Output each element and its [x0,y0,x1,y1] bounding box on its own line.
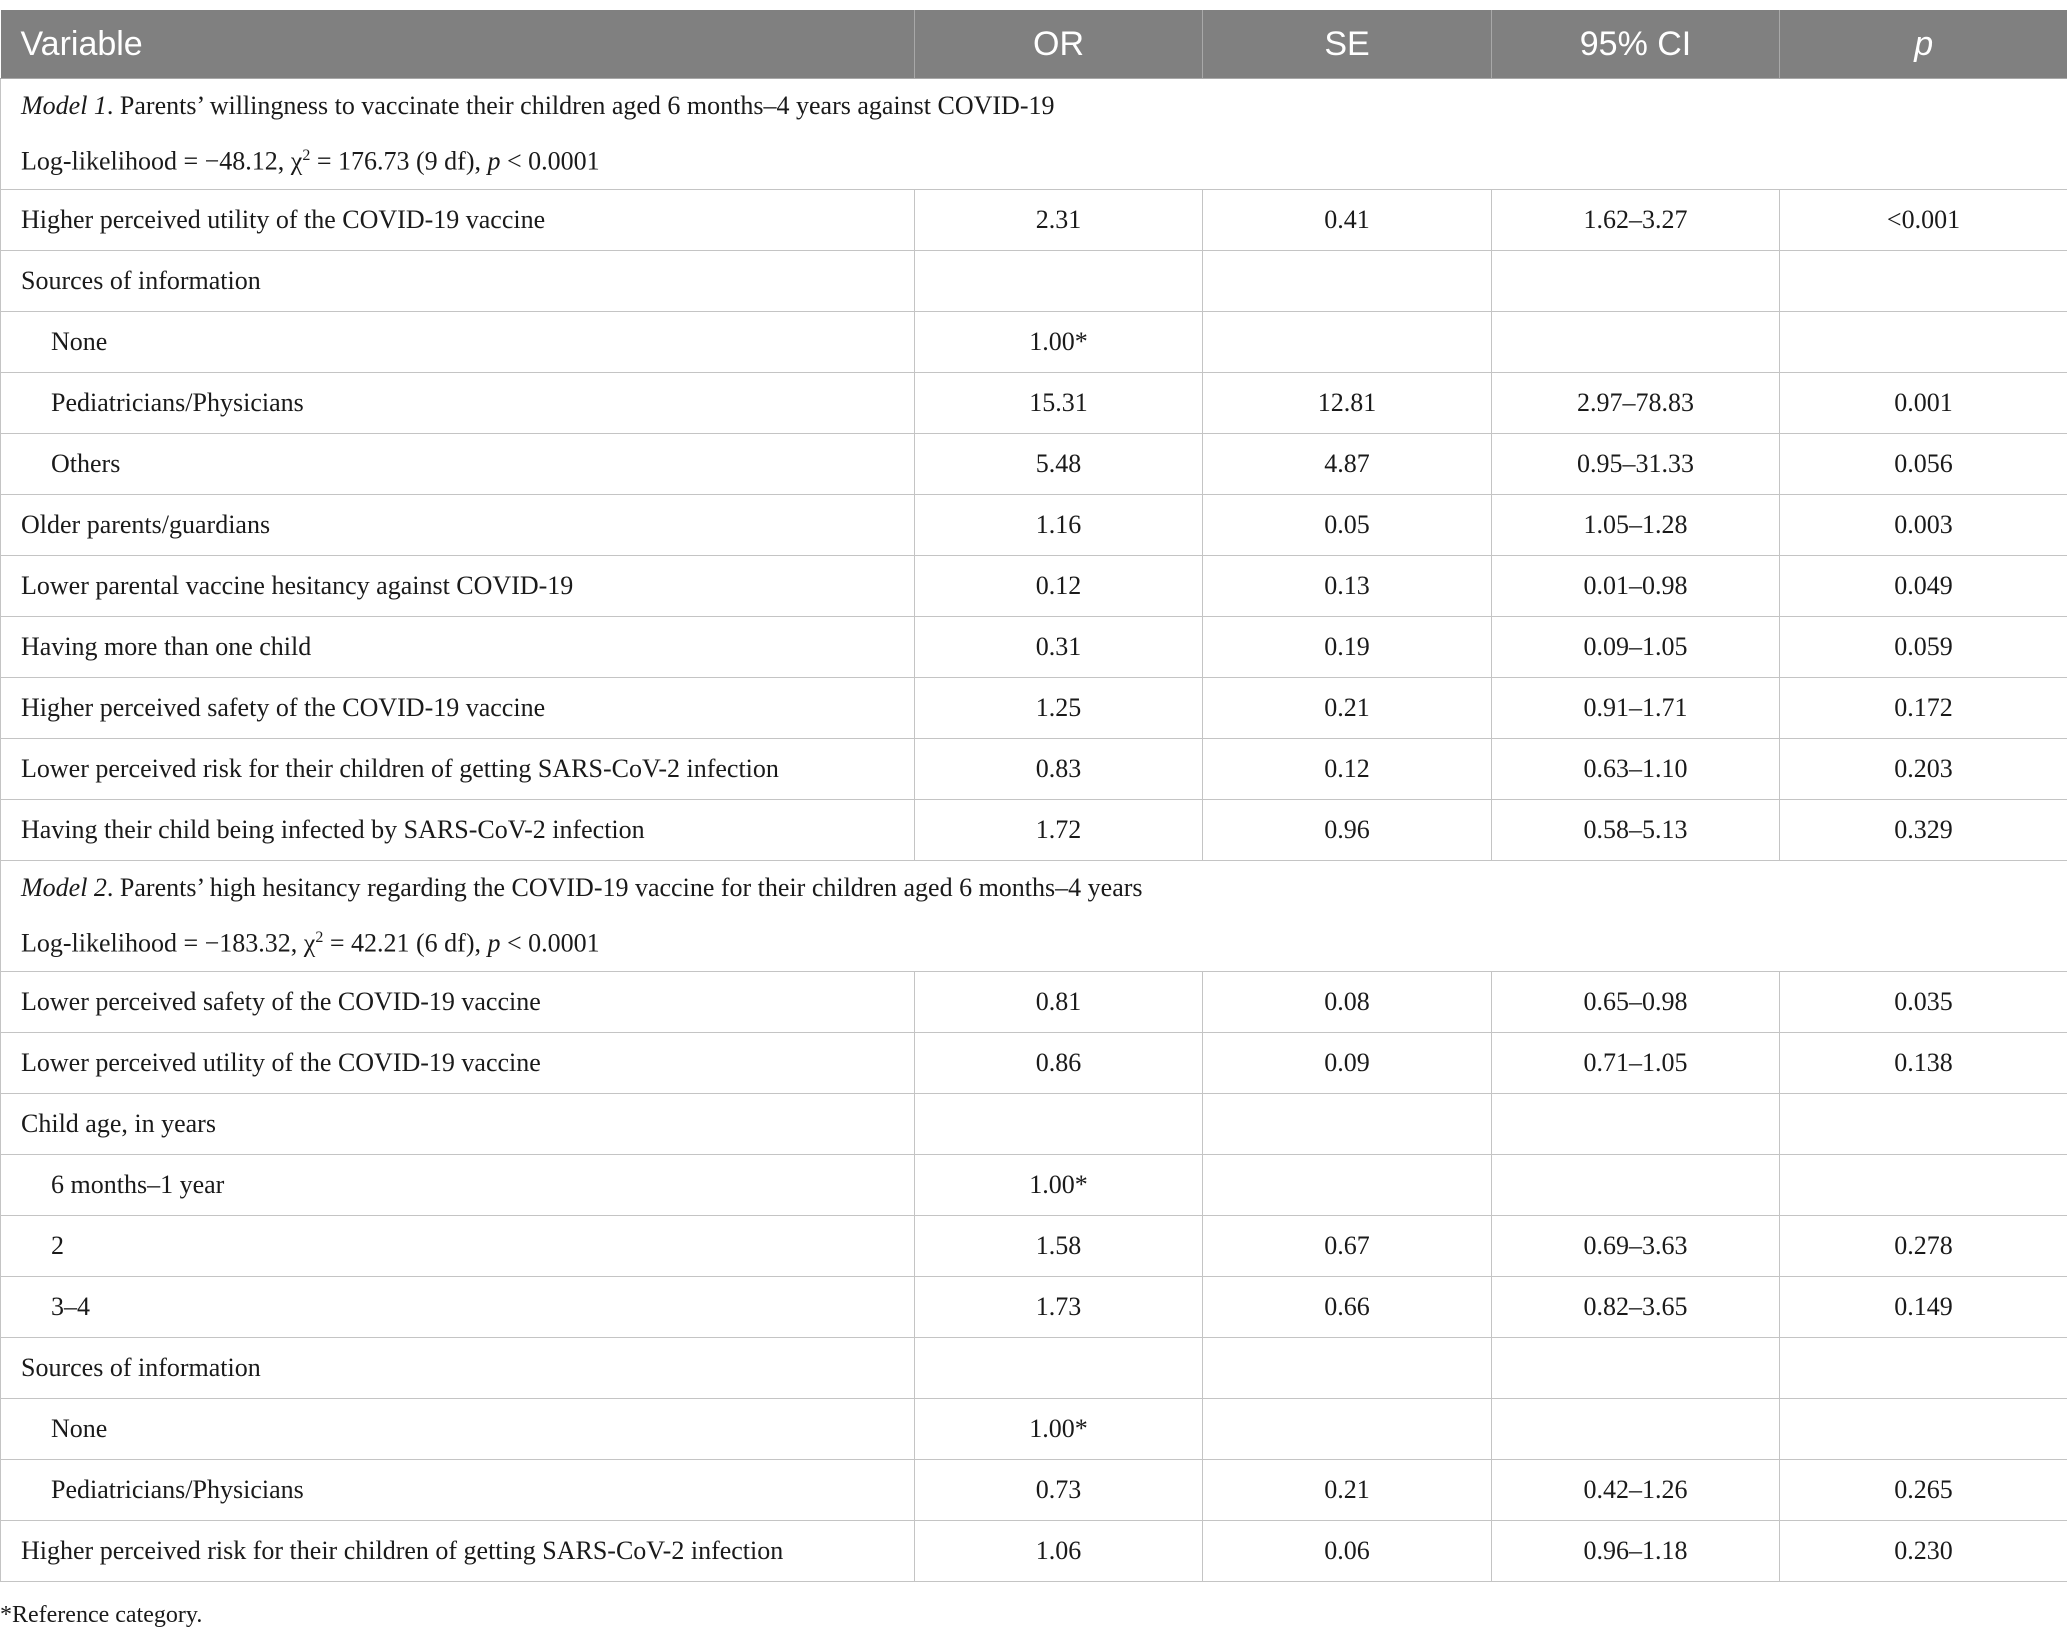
se-cell: 0.19 [1203,617,1492,678]
variable-cell: 3–4 [1,1277,915,1338]
se-cell: 0.08 [1203,972,1492,1033]
variable-cell: Sources of information [1,1338,915,1399]
table-row [1,251,2067,312]
p-cell [1780,312,2067,373]
table-row [1,617,2067,678]
table-row [1,1216,2067,1277]
ci-cell [1492,1338,1780,1399]
or-cell [915,251,1203,312]
variable-cell: 2 [1,1216,915,1277]
ci-cell [1492,1155,1780,1216]
variable-cell: 6 months–1 year [1,1155,915,1216]
ci-cell [1492,1094,1780,1155]
variable-cell: Having their child being infected by SARS-CoV-2 infection [1,800,915,861]
p-cell: 0.049 [1780,556,2067,617]
model-1-description [1,79,2067,190]
or-cell: 1.58 [915,1216,1203,1277]
p-cell [1780,1155,2067,1216]
model-1-stats [21,131,2047,187]
or-cell: 1.25 [915,678,1203,739]
model-1-chi-superscript: 2 [302,147,311,165]
p-cell: 0.001 [1780,373,2067,434]
variable-cell: None [1,1399,915,1460]
se-cell: 0.13 [1203,556,1492,617]
model-1-header [1,79,2067,190]
variable-cell: Having more than one child [1,617,915,678]
se-cell: 0.05 [1203,495,1492,556]
model-2-header [1,861,2067,972]
table-row [1,556,2067,617]
table-row [1,1094,2067,1155]
se-cell [1203,1094,1492,1155]
regression-table [0,10,2067,1582]
table-row [1,800,2067,861]
variable-cell: None [1,312,915,373]
variable-cell: Child age, in years [1,1094,915,1155]
table-container [0,10,2067,1582]
variable-cell: Lower parental vaccine hesitancy against COVID-19 [1,556,915,617]
variable-cell: Pediatricians/Physicians [1,373,915,434]
variable-cell: Higher perceived safety of the COVID-19 vaccine [1,678,915,739]
model-2-stats-suffix: < 0.0001 [500,928,600,958]
or-cell: 0.31 [915,617,1203,678]
model-2-stats-mid: = 42.21 (6 df), [323,928,488,958]
table-row [1,495,2067,556]
variable-cell: Others [1,434,915,495]
ci-cell: 0.71–1.05 [1492,1033,1780,1094]
ci-cell: 0.82–3.65 [1492,1277,1780,1338]
or-cell [915,1094,1203,1155]
se-cell [1203,251,1492,312]
header-p: p [1780,10,2067,79]
ci-cell: 0.96–1.18 [1492,1521,1780,1582]
header-or: OR [915,10,1203,79]
table-row [1,1460,2067,1521]
se-cell: 0.06 [1203,1521,1492,1582]
model-2-title-text: . Parents’ high hesitancy regarding the COVID-19 vaccine for their children aged 6 months–4 years [106,873,1143,903]
ci-cell: 0.42–1.26 [1492,1460,1780,1521]
ci-cell: 0.63–1.10 [1492,739,1780,800]
se-cell: 0.96 [1203,800,1492,861]
variable-cell: Lower perceived risk for their children of getting SARS-CoV-2 infection [1,739,915,800]
p-cell: 0.230 [1780,1521,2067,1582]
model-1-stats-suffix: < 0.0001 [500,146,600,176]
model-2-label: Model 2 [21,873,107,903]
ci-cell: 0.09–1.05 [1492,617,1780,678]
p-cell: 0.172 [1780,678,2067,739]
model-1-title [21,81,2047,131]
p-cell: <0.001 [1780,190,2067,251]
p-cell [1780,1094,2067,1155]
header-se: SE [1203,10,1492,79]
or-cell: 2.31 [915,190,1203,251]
ci-cell: 0.65–0.98 [1492,972,1780,1033]
variable-cell: Lower perceived safety of the COVID-19 vaccine [1,972,915,1033]
se-cell: 0.66 [1203,1277,1492,1338]
table-row [1,1399,2067,1460]
model-2-stats-p: p [487,928,501,958]
se-cell [1203,1155,1492,1216]
p-cell: 0.278 [1780,1216,2067,1277]
table-row [1,434,2067,495]
or-cell: 1.16 [915,495,1203,556]
variable-cell: Higher perceived utility of the COVID-19 vaccine [1,190,915,251]
p-cell: 0.059 [1780,617,2067,678]
p-cell [1780,1338,2067,1399]
p-cell: 0.265 [1780,1460,2067,1521]
or-cell: 1.72 [915,800,1203,861]
ci-cell: 0.58–5.13 [1492,800,1780,861]
ci-cell: 0.95–31.33 [1492,434,1780,495]
table-row [1,373,2067,434]
model-2-title [21,863,2047,913]
ci-cell: 1.05–1.28 [1492,495,1780,556]
model-1-stats-p: p [487,146,501,176]
header-variable: Variable [1,10,915,79]
variable-cell: Sources of information [1,251,915,312]
se-cell: 0.12 [1203,739,1492,800]
table-row [1,1033,2067,1094]
p-cell: 0.329 [1780,800,2067,861]
or-cell [915,1338,1203,1399]
table-row [1,312,2067,373]
table-row [1,1338,2067,1399]
p-cell: 0.138 [1780,1033,2067,1094]
se-cell: 12.81 [1203,373,1492,434]
model-2-stats [21,913,2047,969]
se-cell [1203,1338,1492,1399]
se-cell [1203,1399,1492,1460]
or-cell: 0.83 [915,739,1203,800]
p-cell [1780,1399,2067,1460]
ci-cell: 2.97–78.83 [1492,373,1780,434]
model-1-stats-mid: = 176.73 (9 df), [310,146,488,176]
or-cell: 1.00* [915,312,1203,373]
table-row [1,972,2067,1033]
p-cell [1780,251,2067,312]
p-cell: 0.035 [1780,972,2067,1033]
variable-cell: Higher perceived risk for their children of getting SARS-CoV-2 infection [1,1521,915,1582]
table-row [1,1277,2067,1338]
model-1-label: Model 1 [21,91,107,121]
or-cell: 5.48 [915,434,1203,495]
model-2-description [1,861,2067,972]
or-cell: 0.86 [915,1033,1203,1094]
ci-cell: 1.62–3.27 [1492,190,1780,251]
or-cell: 0.12 [915,556,1203,617]
se-cell [1203,312,1492,373]
ci-cell: 0.69–3.63 [1492,1216,1780,1277]
table-row [1,190,2067,251]
variable-cell: Pediatricians/Physicians [1,1460,915,1521]
p-cell: 0.149 [1780,1277,2067,1338]
header-ci: 95% CI [1492,10,1780,79]
or-cell: 1.00* [915,1155,1203,1216]
p-cell: 0.203 [1780,739,2067,800]
or-cell: 1.73 [915,1277,1203,1338]
model-2-chi-superscript: 2 [315,929,324,947]
model-1-title-text: . Parents’ willingness to vaccinate their children aged 6 months–4 years against COVID-19 [106,91,1055,121]
ci-cell: 0.01–0.98 [1492,556,1780,617]
header-row [1,10,2067,79]
p-cell: 0.003 [1780,495,2067,556]
se-cell: 4.87 [1203,434,1492,495]
se-cell: 0.09 [1203,1033,1492,1094]
variable-cell: Lower perceived utility of the COVID-19 vaccine [1,1033,915,1094]
ci-cell [1492,251,1780,312]
or-cell: 0.73 [915,1460,1203,1521]
or-cell: 1.06 [915,1521,1203,1582]
se-cell: 0.21 [1203,678,1492,739]
se-cell: 0.67 [1203,1216,1492,1277]
table-row [1,739,2067,800]
se-cell: 0.41 [1203,190,1492,251]
footnote: *Reference category. [0,1602,203,1628]
ci-cell: 0.91–1.71 [1492,678,1780,739]
ci-cell [1492,312,1780,373]
ci-cell [1492,1399,1780,1460]
model-1-stats-prefix: Log-likelihood = −48.12, χ [21,146,303,176]
or-cell: 0.81 [915,972,1203,1033]
p-cell: 0.056 [1780,434,2067,495]
table-row [1,1155,2067,1216]
or-cell: 1.00* [915,1399,1203,1460]
variable-cell: Older parents/guardians [1,495,915,556]
se-cell: 0.21 [1203,1460,1492,1521]
table-row [1,1521,2067,1582]
table-row [1,678,2067,739]
or-cell: 15.31 [915,373,1203,434]
model-2-stats-prefix: Log-likelihood = −183.32, χ [21,928,316,958]
